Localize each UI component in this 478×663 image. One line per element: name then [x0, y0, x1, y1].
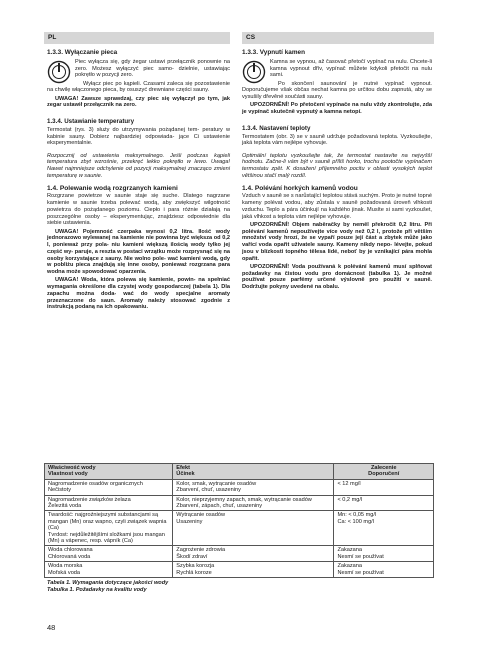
- table-cell: Zbarvení, zápach, chuť, usazeniny: [176, 503, 263, 510]
- warning-text: UPOZORNĚNÍ! Voda používaná k polévání kamenů musí splňovat požadavky na čistou vodu pro domácnost (tabulka 1). Je možné používat pouze parfémy určené výslovně pro použití v sauně. Dodržujte pokyny uvedené na obalu.: [242, 263, 432, 290]
- table-cell: Zakazana: [337, 563, 363, 570]
- table-cell: Rychlá koroze: [176, 569, 212, 576]
- table-cell: Škodí zdraví: [176, 553, 208, 560]
- header-cell: Doporučení: [368, 471, 400, 478]
- table-cell: < 0,2 mg/l: [337, 496, 363, 503]
- warning-text: UWAGA! Zawsze sprawdzaj, czy piec się wyłączył po tym, jak zegar ustawił przełącznik na zero.: [47, 95, 230, 109]
- table-cell: Nagromadzenie związków żelaza: [48, 496, 131, 503]
- table-row: [45, 546, 434, 562]
- table-cell: Železitá voda: [48, 503, 82, 510]
- section-heading: 1.3.4. Ustawianie temperatury: [47, 118, 135, 125]
- table-cell: Nesmí se používat: [337, 569, 384, 576]
- table-row: [45, 562, 434, 578]
- language-label-cs: CS: [242, 32, 434, 44]
- table-caption-cs: Tabulka 1. Požadavky na kvalitu vody: [47, 587, 147, 593]
- header-cell: Vlastnost vody: [48, 471, 88, 478]
- table-cell: Zbarvení, chuť, usazeniny: [176, 487, 241, 494]
- language-label-pl: PL: [44, 32, 230, 44]
- paragraph: Rozpocznij od ustawienia maksymalnego. Jeśli podczas kąpieli temperatura zbyt wzrośnie, przekręć lekko pokrętło w lewo. Uwaga! Nawet najmniejsze odchylenie od pozycji maksymalnej znacząco zmieni temperaturę w saunie.: [47, 152, 230, 179]
- section-heading: 1.4. Polewanie wodą rozgrzanych kamieni: [47, 184, 178, 192]
- table-cell: Twardość: najgroźniejszymi substancjami są mangan (Mn) oraz wapno, czyli związek wapnia (Ca): [48, 512, 167, 532]
- table-cell: Szybka korozja: [176, 563, 215, 570]
- paragraph: Termostatem (obr. 3) se v saunĕ udržuje požadovaná teplota. Vyzkoušejte, jaká teplota vám nejlépe vyhovuje.: [242, 133, 432, 147]
- header-cell: Zalecenie: [370, 465, 397, 471]
- paragraph: Po skončení saunování je nutné vypínač vypnout. Doporučujeme však občas nechat kamna po určitou dobu zapnutá, aby se vysušily dřevěné součásti sauny.: [242, 80, 432, 100]
- table-cell: Mn: < 0,05 mg/l: [337, 512, 377, 519]
- table-cell: Nesmí se používat: [337, 553, 384, 560]
- table-cell: Woda chlorowana: [48, 547, 93, 554]
- table-cell: Nagromadzenie osadów organicznych: [48, 480, 143, 487]
- table-row: [45, 495, 434, 511]
- rotary-switch-icon: [47, 60, 71, 84]
- section-heading: 1.3.3. Wyłączanie pieca: [47, 49, 118, 56]
- warning-text: UPOZORNĚNÍ! Objem naběračky by neměl překročit 0,2 litru. Při polévání kamenů nepoužívejte více vody než 0,2 l, protože při větším množství vody hrozí, že se vypaří pouze její část a zbytek může jako vařící voda opařit uživatele sauny. Kameny nikdy nepo- lévejte, pokud jsou v blízkosti topného tělesa lidé, neboť by je vznikající pára mohla opařit.: [242, 221, 432, 262]
- section-heading: 1.3.4. Nastavení teploty: [242, 124, 311, 132]
- section-heading: 1.4. Polévání horkých kamenů vodou: [242, 184, 358, 192]
- table-cell: Zagrożenie zdrowia: [176, 547, 226, 554]
- table-cell: Woda morska: [48, 563, 83, 570]
- table-cell: Nečistoty: [48, 487, 72, 494]
- table-caption-pl: Tabela 1. Wymagania dotyczące jakości wody: [47, 580, 169, 586]
- paragraph: Termostat (rys. 3) służy do utrzymywania pożądanej tem- peratury w kabinie sauny. Dobierz najbardziej odpowiada- jące Ci ustawienie eksperymentalnie.: [47, 126, 230, 147]
- table-cell: Kolor, smak, wytrącanie osadów: [176, 480, 257, 487]
- header-cell: Efekt: [176, 465, 190, 471]
- table-cell: Usazeniny: [176, 518, 203, 525]
- warning-text: UWAGA! Pojemność czerpaka wynosi 0,2 litra. Ilość wody jednorazowo wylewanej na kamienie nie powinna być większa od 0,2 l, ponieważ przy pola- niu kamieni większą ilością wody tylko jej część wy- paruje, a reszta w postaci wrzątku może rozprysnąć się na osoby korzystające z sauny. Nie wolno pole- wać kamieni wodą, gdy w pobliżu pieca znajdują się inne osoby, ponieważ rozgrzana para wodna może spowodować oparzenia.: [47, 228, 230, 275]
- paragraph: Piec wyłącza się, gdy żegar ustawi przełącznik ponownie na zero. Możesz wyłączyć piec samo- dzielnie, ustawiając pokrętło w pozycji zero.: [75, 58, 230, 79]
- table-row: [45, 511, 434, 546]
- paragraph: Wyłącz piec po kąpieli. Czasami zaleca się pozostawienie na chwilę włączonego pieca, by osuszyć drewniane części sauny.: [47, 80, 230, 94]
- table-cell: Wytrącanie osadów: [176, 512, 226, 519]
- paragraph: Rozgrzane powietrze w saunie staje się suche. Dlatego nagrzane kamienie w saunie trzeba polewać wodą, aby zwiększyć wilgotność powietrza do pożądanego poziomu. Ciepło i para różnie działają na poszczególne osoby – eksperymentując, znajdziesz odpowiednie dla siebie ustawienia.: [47, 193, 230, 227]
- paragraph: Optimální teplotu vyzkoušejte tak, že termostat nastavíte na nejvyšší hodnotu. Začne-li vám být v sauně příliš horko, trochu pootočte vypínačem termostatu zpět. K dosažení příjemného pocitu v oblasti vysokých teplot většinou stačí malý rozdíl.: [242, 152, 432, 179]
- column-czech: [242, 50, 432, 292]
- warning-text: UWAGA! Woda, która polewa się kamienie, powin- na spełniać wymagania określone dla czystej wody gospodarczej (tabela 1). Dla zapachu można doda- wać do wody specjalne aromaty przeznaczone do saun. Aromaty należy stosować zgodnie z instrukcją podaną na ich opakowaniu.: [47, 277, 230, 311]
- paragraph: Vzduch v sauně se s narůstající teplotou stává suchým. Proto je nutné topné kameny polévat vodou, aby zůstala v sauně požadovaná úroveň vlhkosti vzduchu. Teplo a pára účinkují na každého jinak. Musíte si sami vyzkoušet, jaká vlhkost a teplota vám nejlépe vyhovuje.: [242, 193, 432, 220]
- table-cell: Kolor, nieprzyjemny zapach, smak, wytrącanie osadów: [176, 496, 312, 503]
- warning-text: UPOZORNĚNÍ! Po přetočení vypínače na nulu vždy zkontrolujte, zda je vypínač skutečně vypnutý a kamna netopí.: [242, 102, 432, 115]
- table-row: [45, 479, 434, 495]
- header-cell: Właściwość wody: [48, 465, 96, 471]
- section-heading: 1.3.3. Vypnutí kamen: [242, 49, 305, 56]
- table-cell: Tvrdost: nejdůležitějšími složkami jsou mangan (Mn) a vápenec, resp. vápník (Ca): [48, 531, 165, 545]
- table-cell: Chlorovaná voda: [48, 553, 91, 560]
- paragraph: Kamna se vypnou, až časovač přetočí vypínač na nulu. Chcete-li kamna vypnout dřív, vypínač můžete kdykoli přetočit na nulu sami.: [270, 58, 432, 79]
- rotary-switch-icon: [242, 60, 266, 84]
- table-cell: Ca: < 100 mg/l: [337, 518, 374, 525]
- column-polish: [47, 50, 230, 313]
- table-cell: Mořská voda: [48, 569, 81, 576]
- table-cell: < 12 mg/l: [337, 480, 361, 487]
- table-header-row: [45, 464, 434, 480]
- table-cell: Zakazana: [337, 547, 363, 554]
- page-number: 48: [47, 623, 56, 632]
- water-quality-table: [44, 463, 434, 578]
- header-cell: Účinek: [176, 471, 195, 478]
